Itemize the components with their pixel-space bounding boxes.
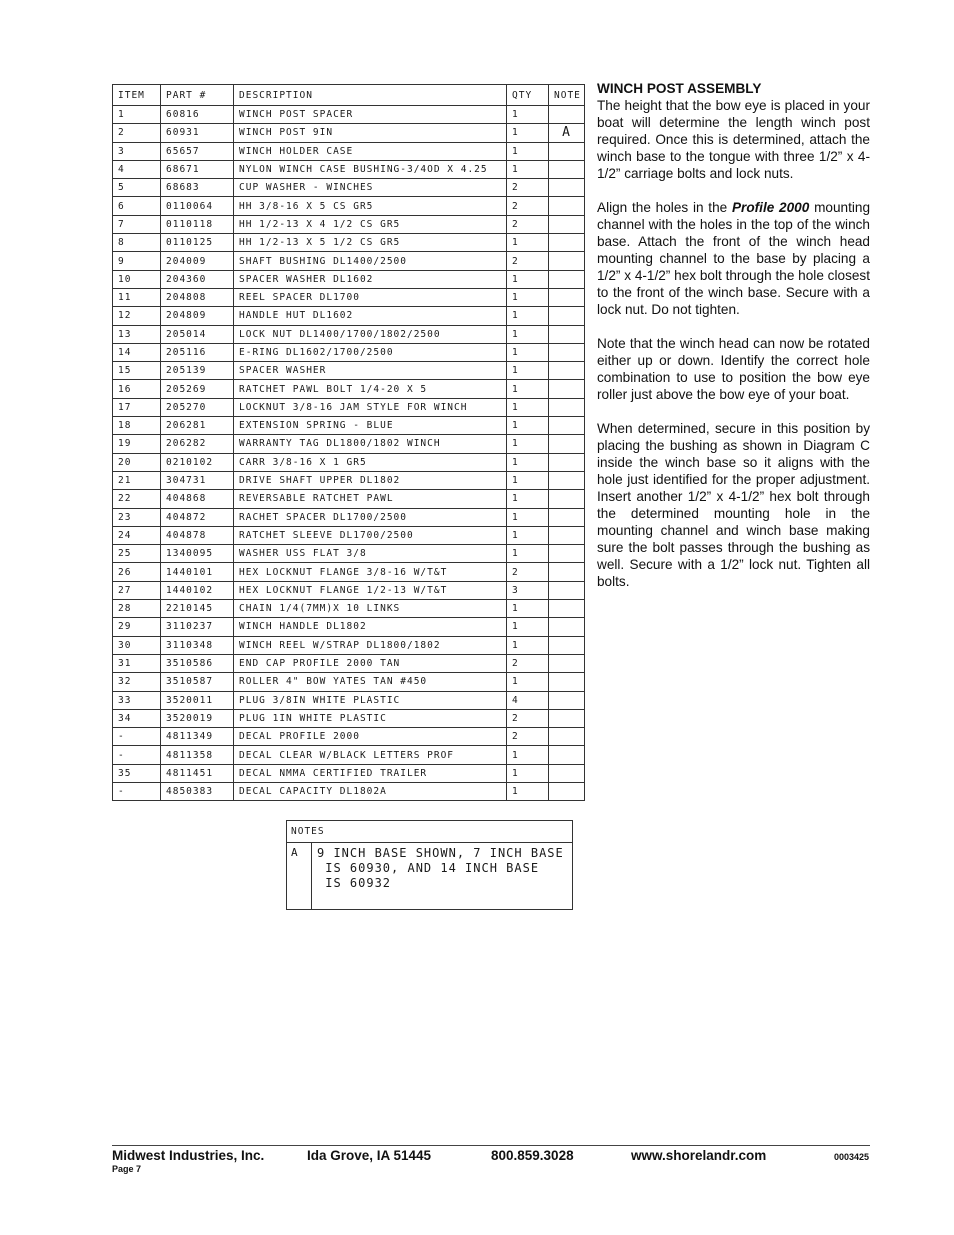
note-cell <box>549 142 585 160</box>
description-cell: REEL SPACER DL1700 <box>234 288 507 306</box>
qty-cell: 1 <box>507 380 549 398</box>
qty-cell: 1 <box>507 307 549 325</box>
qty-cell: 1 <box>507 526 549 544</box>
note-cell <box>549 490 585 508</box>
qty-cell: 1 <box>507 270 549 288</box>
table-row <box>113 508 585 526</box>
qty-cell: 1 <box>507 362 549 380</box>
table-row <box>113 362 585 380</box>
qty-cell: 2 <box>507 252 549 270</box>
footer-divider <box>112 1145 870 1146</box>
qty-cell: 1 <box>507 142 549 160</box>
note-cell <box>549 106 585 124</box>
part-number-cell: 404878 <box>161 526 234 544</box>
qty-cell: 1 <box>507 234 549 252</box>
item-cell: 8 <box>113 234 161 252</box>
description-cell: E-RING DL1602/1700/2500 <box>234 343 507 361</box>
paragraph-3: Note that the winch head can now be rotated either up or down. Identify the correct hole combination to use to position the bow eye roller just above the bow eye of your boat. <box>597 336 870 402</box>
note-cell <box>549 325 585 343</box>
table-row <box>113 124 585 142</box>
description-cell: PLUG 3/8IN WHITE PLASTIC <box>234 691 507 709</box>
note-cell <box>549 654 585 672</box>
part-number-cell: 205270 <box>161 398 234 416</box>
part-number-cell: 304731 <box>161 471 234 489</box>
table-row <box>113 490 585 508</box>
description-cell: HEX LOCKNUT FLANGE 3/8-16 W/T&T <box>234 563 507 581</box>
part-number-cell: 204009 <box>161 252 234 270</box>
item-cell: 12 <box>113 307 161 325</box>
table-row <box>113 764 585 782</box>
qty-cell: 1 <box>507 508 549 526</box>
item-cell: 13 <box>113 325 161 343</box>
part-number-cell: 0110064 <box>161 197 234 215</box>
note-cell <box>549 691 585 709</box>
table-row <box>113 545 585 563</box>
table-row <box>113 728 585 746</box>
description-cell: LOCK NUT DL1400/1700/1802/2500 <box>234 325 507 343</box>
item-cell: 6 <box>113 197 161 215</box>
footer-phone: 800.859.3028 <box>491 1148 574 1163</box>
qty-cell: 1 <box>507 490 549 508</box>
description-cell: SPACER WASHER <box>234 362 507 380</box>
qty-cell: 3 <box>507 581 549 599</box>
note-cell <box>549 600 585 618</box>
part-number-cell: 4850383 <box>161 782 234 800</box>
part-number-cell: 2210145 <box>161 600 234 618</box>
notes-box <box>286 820 573 910</box>
item-cell: 2 <box>113 124 161 142</box>
description-cell: HEX LOCKNUT FLANGE 1/2-13 W/T&T <box>234 581 507 599</box>
description-cell: END CAP PROFILE 2000 TAN <box>234 654 507 672</box>
table-row <box>113 618 585 636</box>
note-cell <box>549 782 585 800</box>
parts-table <box>112 84 585 801</box>
paragraph-2 <box>597 199 870 318</box>
item-cell: 20 <box>113 453 161 471</box>
note-cell <box>549 270 585 288</box>
description-cell: HH 1/2-13 X 5 1/2 CS GR5 <box>234 234 507 252</box>
part-number-cell: 0110125 <box>161 234 234 252</box>
part-number-cell: 404872 <box>161 508 234 526</box>
description-cell: CARR 3/8-16 X 1 GR5 <box>234 453 507 471</box>
table-row <box>113 746 585 764</box>
description-cell: DECAL PROFILE 2000 <box>234 728 507 746</box>
qty-cell: 1 <box>507 673 549 691</box>
item-cell: - <box>113 782 161 800</box>
item-cell: 9 <box>113 252 161 270</box>
note-cell <box>549 435 585 453</box>
part-number-cell: 3520019 <box>161 709 234 727</box>
table-row <box>113 307 585 325</box>
qty-cell: 1 <box>507 545 549 563</box>
footer-address: Ida Grove, IA 51445 <box>307 1148 432 1163</box>
header-qty: QTY <box>507 85 549 106</box>
table-row <box>113 600 585 618</box>
winch-post-assembly-section <box>597 80 870 607</box>
part-number-cell: 4811451 <box>161 764 234 782</box>
table-row <box>113 142 585 160</box>
note-cell <box>549 179 585 197</box>
table-row <box>113 654 585 672</box>
description-cell: PLUG 1IN WHITE PLASTIC <box>234 709 507 727</box>
description-cell: WINCH HOLDER CASE <box>234 142 507 160</box>
table-row <box>113 581 585 599</box>
part-number-cell: 3510587 <box>161 673 234 691</box>
qty-cell: 1 <box>507 453 549 471</box>
table-row <box>113 197 585 215</box>
note-cell <box>549 343 585 361</box>
part-number-cell: 60931 <box>161 124 234 142</box>
footer-doc-code: 0003425 <box>834 1152 870 1162</box>
table-row <box>113 691 585 709</box>
product-name: Profile 2000 <box>731 200 810 215</box>
table-row <box>113 709 585 727</box>
note-cell <box>549 160 585 178</box>
item-cell: 23 <box>113 508 161 526</box>
note-cell <box>549 307 585 325</box>
item-cell: 18 <box>113 417 161 435</box>
note-cell <box>549 728 585 746</box>
parts-table-body <box>113 106 585 801</box>
note-cell <box>549 545 585 563</box>
notes-header: NOTES <box>287 821 572 843</box>
table-row <box>113 563 585 581</box>
notes-text: 9 INCH BASE SHOWN, 7 INCH BASE IS 60930, AND 14 INCH BASE IS 60932 <box>317 846 564 890</box>
qty-cell: 2 <box>507 563 549 581</box>
table-row <box>113 435 585 453</box>
table-row <box>113 270 585 288</box>
note-cell <box>549 215 585 233</box>
table-row <box>113 526 585 544</box>
part-number-cell: 3110237 <box>161 618 234 636</box>
item-cell: 1 <box>113 106 161 124</box>
item-cell: 30 <box>113 636 161 654</box>
item-cell: 16 <box>113 380 161 398</box>
table-row <box>113 234 585 252</box>
note-cell <box>549 581 585 599</box>
header-description: DESCRIPTION <box>234 85 507 106</box>
part-number-cell: 3520011 <box>161 691 234 709</box>
part-number-cell: 1340095 <box>161 545 234 563</box>
item-cell: 14 <box>113 343 161 361</box>
note-cell <box>549 197 585 215</box>
table-row <box>113 215 585 233</box>
qty-cell: 1 <box>507 636 549 654</box>
item-cell: 5 <box>113 179 161 197</box>
item-cell: 21 <box>113 471 161 489</box>
description-cell: NYLON WINCH CASE BUSHING-3/4OD X 4.25 <box>234 160 507 178</box>
qty-cell: 1 <box>507 288 549 306</box>
part-number-cell: 68671 <box>161 160 234 178</box>
qty-cell: 2 <box>507 728 549 746</box>
item-cell: 3 <box>113 142 161 160</box>
part-number-cell: 3510586 <box>161 654 234 672</box>
qty-cell: 1 <box>507 746 549 764</box>
part-number-cell: 206282 <box>161 435 234 453</box>
qty-cell: 1 <box>507 106 549 124</box>
note-cell <box>549 453 585 471</box>
description-cell: WINCH POST 9IN <box>234 124 507 142</box>
description-cell: EXTENSION SPRING - BLUE <box>234 417 507 435</box>
item-cell: 31 <box>113 654 161 672</box>
qty-cell: 2 <box>507 179 549 197</box>
description-cell: CHAIN 1/4(7MM)X 10 LINKS <box>234 600 507 618</box>
header-item: ITEM <box>113 85 161 106</box>
part-number-cell: 68683 <box>161 179 234 197</box>
note-cell <box>549 252 585 270</box>
qty-cell: 1 <box>507 764 549 782</box>
table-row <box>113 179 585 197</box>
paragraph-2-start: Align the holes in the <box>597 200 732 215</box>
item-cell: 33 <box>113 691 161 709</box>
description-cell: WASHER USS FLAT 3/8 <box>234 545 507 563</box>
description-cell: DRIVE SHAFT UPPER DL1802 <box>234 471 507 489</box>
paragraph-2-end: mounting channel with the holes in the top of the winch base. Attach the front of the winch head mounting channel to the base by placing a 1/2” x 4-1/2” hex bolt through the hole closest to the front of the winch base. Secure with a lock nut. Do not tighten. <box>597 200 871 317</box>
qty-cell: 1 <box>507 782 549 800</box>
note-cell <box>549 288 585 306</box>
qty-cell: 1 <box>507 417 549 435</box>
item-cell: 17 <box>113 398 161 416</box>
qty-cell: 1 <box>507 124 549 142</box>
part-number-cell: 404868 <box>161 490 234 508</box>
table-row <box>113 380 585 398</box>
description-cell: REVERSABLE RATCHET PAWL <box>234 490 507 508</box>
item-cell: 10 <box>113 270 161 288</box>
note-cell <box>549 636 585 654</box>
item-cell: 15 <box>113 362 161 380</box>
item-cell: - <box>113 746 161 764</box>
footer-company: Midwest Industries, Inc. <box>112 1148 265 1163</box>
qty-cell: 1 <box>507 398 549 416</box>
table-row <box>113 417 585 435</box>
item-cell: 28 <box>113 600 161 618</box>
table-row <box>113 106 585 124</box>
item-cell: 32 <box>113 673 161 691</box>
part-number-cell: 60816 <box>161 106 234 124</box>
part-number-cell: 205014 <box>161 325 234 343</box>
table-row <box>113 673 585 691</box>
table-row <box>113 160 585 178</box>
table-row <box>113 636 585 654</box>
footer-page-number: Page 7 <box>112 1164 142 1174</box>
part-number-cell: 205139 <box>161 362 234 380</box>
description-cell: DECAL CLEAR W/BLACK LETTERS PROF <box>234 746 507 764</box>
part-number-cell: 4811358 <box>161 746 234 764</box>
note-cell: A <box>549 124 585 142</box>
part-number-cell: 204808 <box>161 288 234 306</box>
part-number-cell: 204360 <box>161 270 234 288</box>
description-cell: ROLLER 4" BOW YATES TAN #450 <box>234 673 507 691</box>
description-cell: DECAL NMMA CERTIFIED TRAILER <box>234 764 507 782</box>
parts-table-header <box>113 85 585 106</box>
note-cell <box>549 508 585 526</box>
item-cell: 29 <box>113 618 161 636</box>
item-cell: - <box>113 728 161 746</box>
footer-website: www.shorelandr.com <box>631 1148 767 1163</box>
description-cell: LOCKNUT 3/8-16 JAM STYLE FOR WINCH <box>234 398 507 416</box>
paragraph-1: The height that the bow eye is placed in your boat will determine the length winch post required. Once this is determined, attach the winch base to the tongue with three 1/2” x 4-1/2” carriage bolts and lock nuts. <box>597 98 870 181</box>
part-number-cell: 0110118 <box>161 215 234 233</box>
qty-cell: 2 <box>507 654 549 672</box>
part-number-cell: 205116 <box>161 343 234 361</box>
table-row <box>113 782 585 800</box>
note-cell <box>549 362 585 380</box>
table-row <box>113 252 585 270</box>
section-heading: WINCH POST ASSEMBLY <box>597 81 762 96</box>
note-cell <box>549 417 585 435</box>
table-row <box>113 325 585 343</box>
notes-letter: A <box>287 843 312 909</box>
description-cell: RATCHET PAWL BOLT 1/4-20 X 5 <box>234 380 507 398</box>
header-note: NOTE <box>549 85 585 106</box>
description-cell: WINCH POST SPACER <box>234 106 507 124</box>
part-number-cell: 1440101 <box>161 563 234 581</box>
part-number-cell: 4811349 <box>161 728 234 746</box>
item-cell: 27 <box>113 581 161 599</box>
part-number-cell: 65657 <box>161 142 234 160</box>
item-cell: 22 <box>113 490 161 508</box>
item-cell: 19 <box>113 435 161 453</box>
item-cell: 7 <box>113 215 161 233</box>
notes-body <box>287 843 572 909</box>
description-cell: CUP WASHER - WINCHES <box>234 179 507 197</box>
qty-cell: 1 <box>507 343 549 361</box>
qty-cell: 2 <box>507 197 549 215</box>
qty-cell: 1 <box>507 600 549 618</box>
paragraph-4: When determined, secure in this position by placing the bushing as shown in Diagram C inside the winch base so it aligns with the hole just identified for the proper adjustment. Insert another 1/2” x 4-1/2” hex bolt through the determined mounting hole in the mounting channel and winch base making sure the bolt passes through the bushing as well. Secure with a 1/2” lock nut. Tighten all bolts. <box>597 421 870 589</box>
description-cell: SPACER WASHER DL1602 <box>234 270 507 288</box>
description-cell: HANDLE HUT DL1602 <box>234 307 507 325</box>
qty-cell: 2 <box>507 709 549 727</box>
item-cell: 11 <box>113 288 161 306</box>
part-number-cell: 205269 <box>161 380 234 398</box>
item-cell: 34 <box>113 709 161 727</box>
note-cell <box>549 746 585 764</box>
table-row <box>113 343 585 361</box>
qty-cell: 1 <box>507 471 549 489</box>
note-cell <box>549 673 585 691</box>
description-cell: WARRANTY TAG DL1800/1802 WINCH <box>234 435 507 453</box>
part-number-cell: 3110348 <box>161 636 234 654</box>
item-cell: 26 <box>113 563 161 581</box>
header-part-number: PART # <box>161 85 234 106</box>
note-cell <box>549 526 585 544</box>
note-cell <box>549 471 585 489</box>
qty-cell: 4 <box>507 691 549 709</box>
note-cell <box>549 380 585 398</box>
description-cell: RACHET SPACER DL1700/2500 <box>234 508 507 526</box>
qty-cell: 1 <box>507 435 549 453</box>
description-cell: WINCH REEL W/STRAP DL1800/1802 <box>234 636 507 654</box>
note-cell <box>549 234 585 252</box>
note-cell <box>549 764 585 782</box>
item-cell: 25 <box>113 545 161 563</box>
description-cell: HH 3/8-16 X 5 CS GR5 <box>234 197 507 215</box>
table-row <box>113 288 585 306</box>
part-number-cell: 204809 <box>161 307 234 325</box>
table-row <box>113 471 585 489</box>
description-cell: DECAL CAPACITY DL1802A <box>234 782 507 800</box>
part-number-cell: 206281 <box>161 417 234 435</box>
description-cell: HH 1/2-13 X 4 1/2 CS GR5 <box>234 215 507 233</box>
item-cell: 24 <box>113 526 161 544</box>
table-row <box>113 453 585 471</box>
item-cell: 4 <box>113 160 161 178</box>
part-number-cell: 0210102 <box>161 453 234 471</box>
part-number-cell: 1440102 <box>161 581 234 599</box>
description-cell: WINCH HANDLE DL1802 <box>234 618 507 636</box>
note-cell <box>549 618 585 636</box>
description-cell: RATCHET SLEEVE DL1700/2500 <box>234 526 507 544</box>
note-cell <box>549 709 585 727</box>
qty-cell: 1 <box>507 618 549 636</box>
item-cell: 35 <box>113 764 161 782</box>
note-cell <box>549 563 585 581</box>
table-row <box>113 398 585 416</box>
description-cell: SHAFT BUSHING DL1400/2500 <box>234 252 507 270</box>
qty-cell: 1 <box>507 325 549 343</box>
qty-cell: 1 <box>507 160 549 178</box>
note-cell <box>549 398 585 416</box>
qty-cell: 2 <box>507 215 549 233</box>
